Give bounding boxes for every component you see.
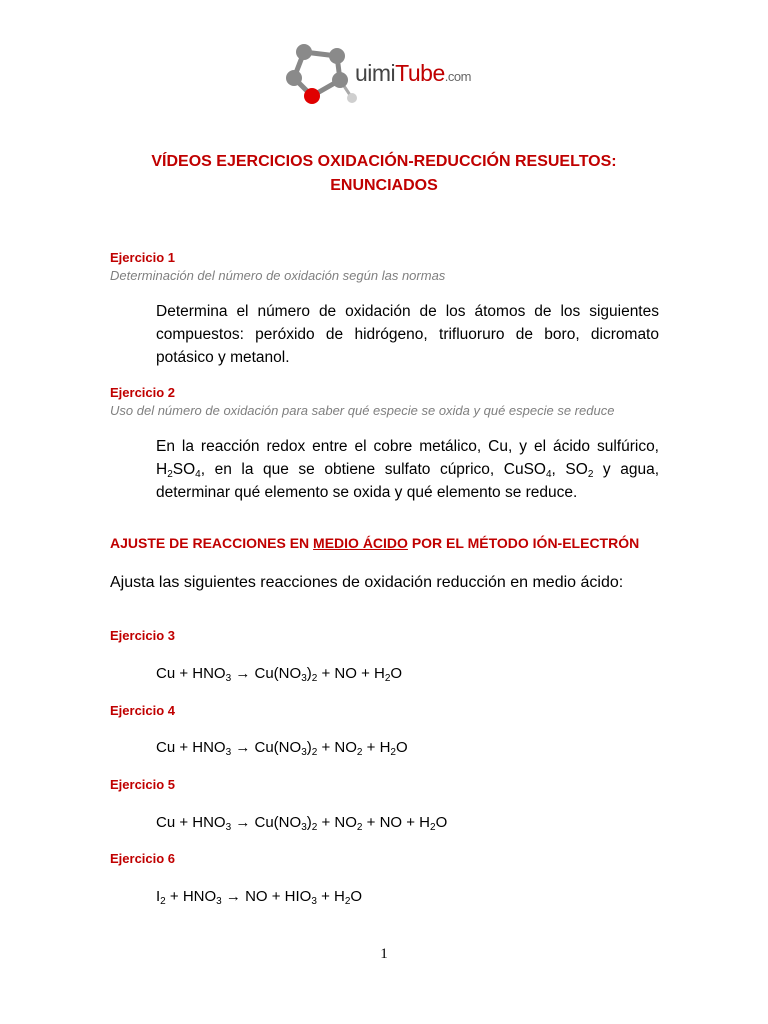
exercise-6-label: Ejercicio 6	[110, 851, 176, 866]
section-heading-underlined: MEDIO ÁCIDO	[313, 535, 408, 551]
section-intro: Ajusta las siguientes reacciones de oxidación reducción en medio ácido:	[110, 574, 624, 591]
molecule-icon	[286, 44, 357, 104]
logo-wordmark	[355, 60, 471, 87]
exercise-2-subtitle: Uso del número de oxidación para saber qué especie se oxida y qué especie se reduce	[110, 403, 615, 418]
logo-text-main: uimi	[355, 60, 396, 86]
exercise-1-text: Determina el número de oxidación de los átomos de los siguientes compuestos: peróxido de hidrógeno, trifluoruro de boro, dicromato potásico y metanol.	[156, 303, 659, 366]
logo-text-accent: Tube	[395, 60, 445, 86]
page-title-line2: ENUNCIADOS	[330, 177, 438, 194]
exercise-1-label: Ejercicio 1	[110, 250, 176, 265]
exercise-5-label: Ejercicio 5	[110, 777, 176, 792]
exercise-3-equation: $Cu + HNO_3 \to Cu(NO_3)_2$ + NO + $H_2O$	[156, 665, 403, 684]
exercise-6-equation: $I_2 + HNO_3$ → NO + $HIO_3 + H_2O$	[156, 888, 363, 907]
exercise-3-label: Ejercicio 3	[110, 628, 176, 643]
exercise-2-text: En la reacción redox entre el cobre metálico, Cu, y el ácido sulfúrico, $H_2SO_4$, en la que se obtiene sulfato cúprico, CuSO$_4$, $SO_2$ y agua, determinar qué elemento se oxida y qué elemento se reduce.	[156, 438, 660, 501]
page-number: 1	[380, 946, 388, 962]
exercise-1-subtitle: Determinación del número de oxidación según las normas	[110, 268, 446, 283]
exercise-2-label: Ejercicio 2	[110, 385, 176, 400]
page-title-line1: VÍDEOS EJERCICIOS OXIDACIÓN-REDUCCIÓN RESUELTOS:	[151, 153, 617, 170]
logo-text-domain: .com	[444, 69, 471, 84]
exercise-4-label: Ejercicio 4	[110, 703, 176, 718]
exercise-4-equation: $Cu + HNO_3 \to Cu(NO_3)_2 + NO_2 + H_2O$	[156, 739, 408, 758]
exercise-5-equation: $Cu + HNO_3 \to Cu(NO_3)_2 + NO_2$ + NO + $H_2O$	[156, 814, 448, 833]
section-heading: AJUSTE DE REACCIONES EN MEDIO ÁCIDO POR EL MÉTODO IÓN-ELECTRÓN	[110, 535, 640, 551]
